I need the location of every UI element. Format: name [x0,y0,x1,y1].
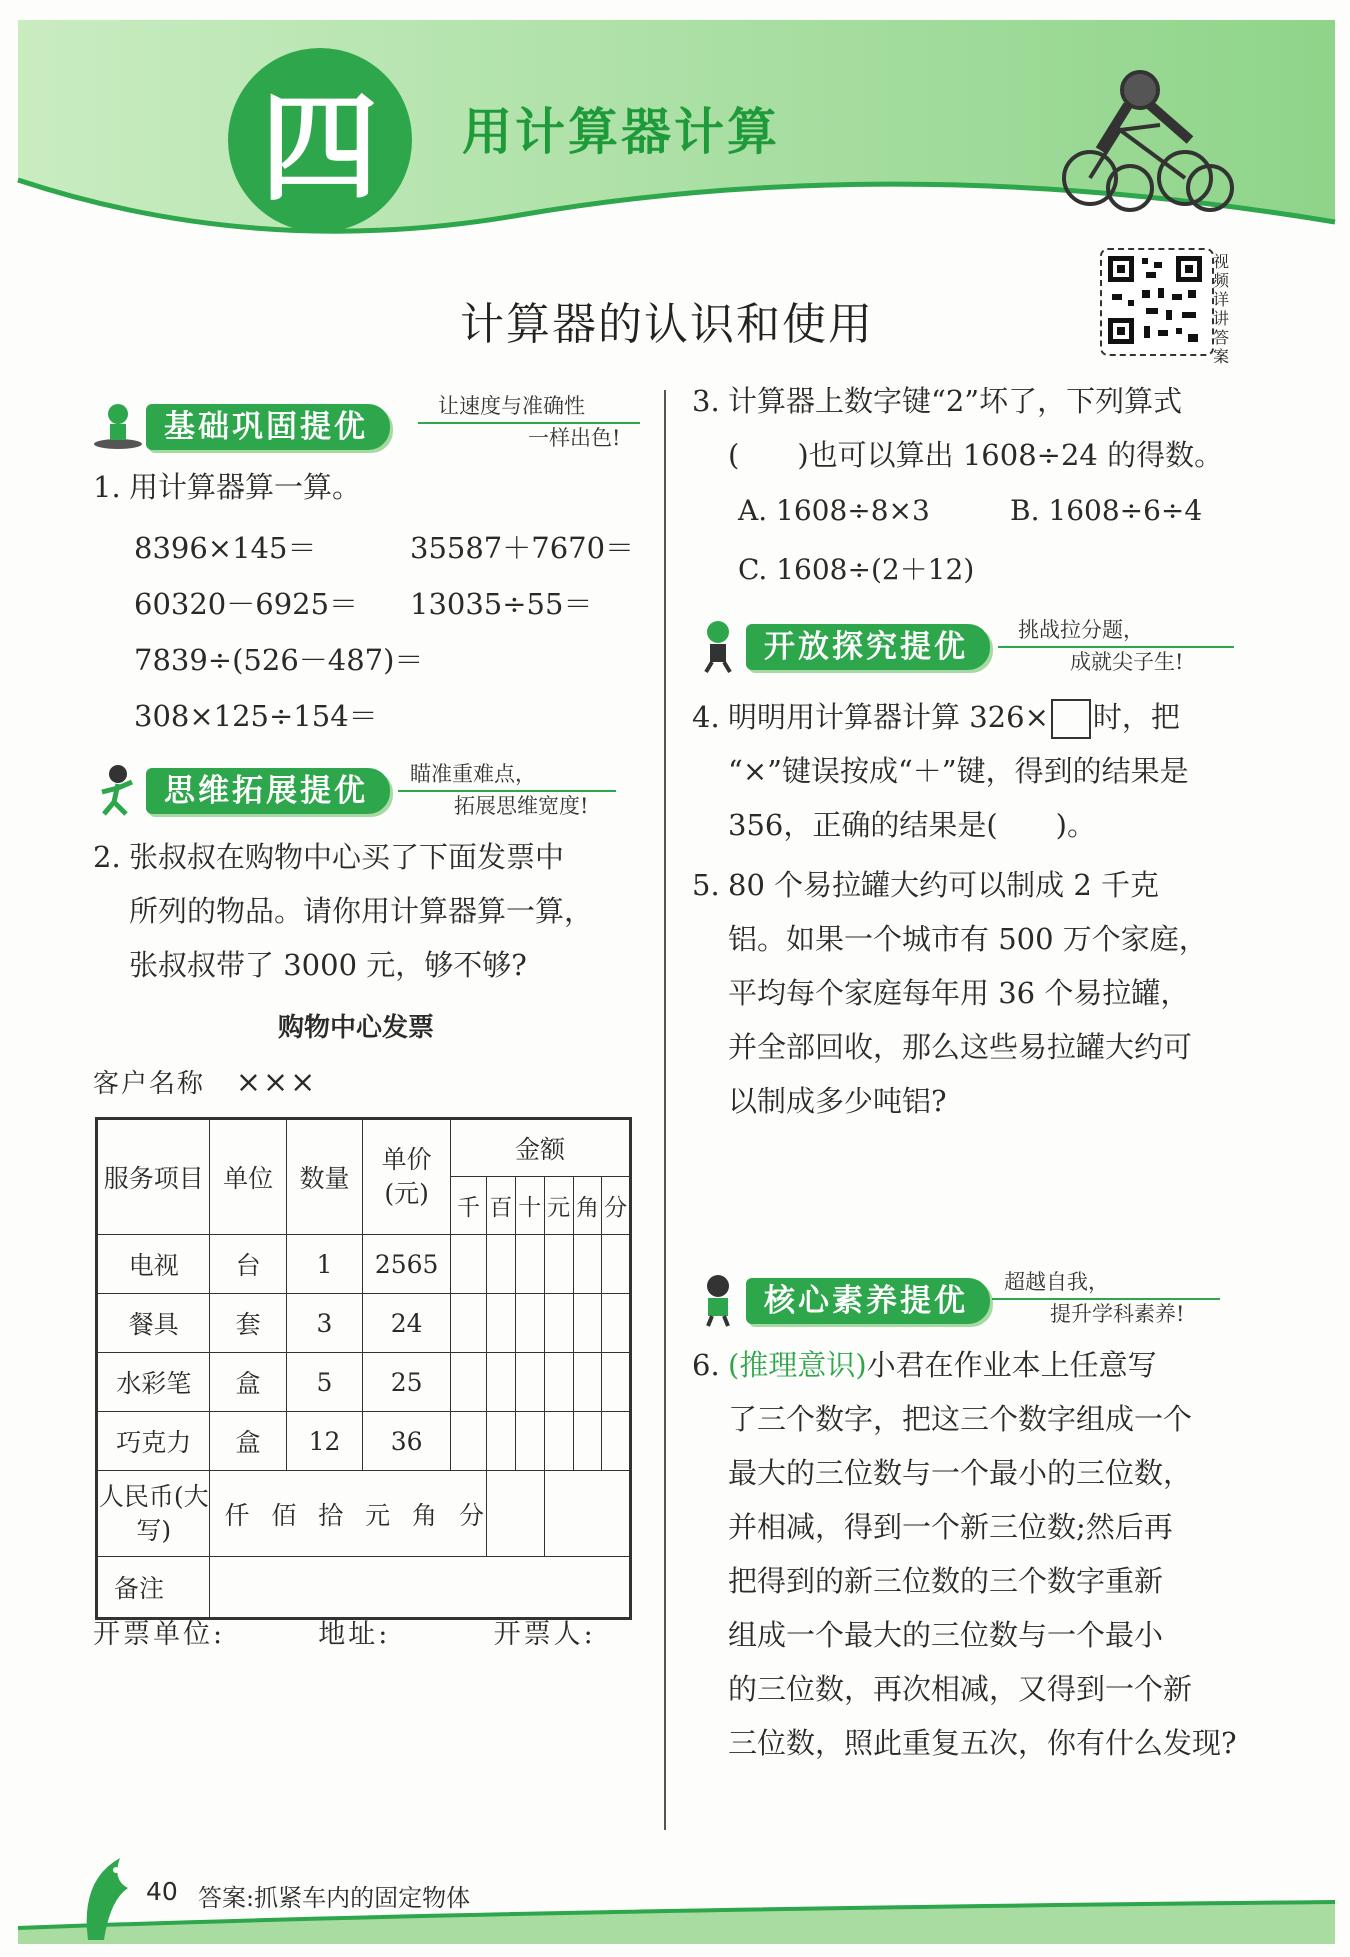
expression: 7839÷(526－487)＝ [134,643,424,677]
amount-cell[interactable] [602,1412,631,1471]
qr-code-icon[interactable] [1100,248,1214,356]
row-item: 餐具 [97,1294,210,1353]
banner-line [998,646,1234,648]
table-row [97,1294,631,1353]
amount-cell[interactable] [573,1412,602,1471]
amount-cell[interactable] [451,1412,487,1471]
section-motto: 成就尖子生! [1070,650,1184,674]
banner-line [418,422,640,424]
question-number: 5. [692,868,720,902]
header-amount: 金额 [451,1119,631,1177]
question-text: 80 个易拉罐大约可以制成 2 千克 [728,868,1160,902]
amount-digit-header: 分 [602,1177,631,1235]
receipt-title: 购物中心发票 [278,1013,435,1043]
amount-digit-header: 元 [544,1177,573,1235]
table-row [97,1235,631,1294]
table-row [97,1353,631,1412]
amount-cell[interactable] [451,1235,487,1294]
question-4 [692,690,1272,852]
lesson-title: 计算器的认识和使用 [460,299,874,350]
banner-line [398,790,616,792]
row-price: 25 [363,1353,451,1412]
question-text: 小君在作业本上任意写 [866,1348,1157,1382]
answer-box[interactable] [1051,699,1091,739]
question-2 [93,830,653,992]
question-text: 组成一个最大的三位数与一个最小 [728,1618,1164,1652]
amount-cell[interactable] [602,1294,631,1353]
row-item: 巧克力 [97,1412,210,1471]
question-text: 铝。如果一个城市有 500 万个家庭， [728,922,1208,956]
option-c[interactable]: C. 1608÷(2＋12) [738,553,975,586]
amount-cell[interactable] [573,1353,602,1412]
amount-cell[interactable] [451,1294,487,1353]
remark-row [97,1557,631,1619]
section-motto: 提升学科素养! [1050,1302,1185,1326]
amount-cell[interactable] [486,1235,515,1294]
question-text: 了三个数字，把这三个数字组成一个 [728,1402,1193,1436]
question-text: 平均每个家庭每年用 36 个易拉罐， [728,976,1190,1010]
customer-line [93,1063,317,1100]
section-motto: 一样出色! [528,426,621,450]
row-unit: 套 [210,1294,286,1353]
expression: 8396×145＝ [134,531,317,565]
amount-cell[interactable] [451,1353,487,1412]
row-price: 36 [363,1412,451,1471]
question-text: 最大的三位数与一个最小的三位数， [728,1456,1193,1490]
expression: 35587＋7670＝ [410,531,635,565]
section-motto: 瞄准重难点， [410,762,536,786]
question-number: 4. [692,700,720,734]
header-unit: 单位 [210,1119,286,1235]
expression: 60320－6925＝ [134,587,359,621]
question-text: 的三位数，再次相减，又得到一个新 [728,1672,1193,1706]
amount-digit-header: 千 [451,1177,487,1235]
row-unit: 台 [210,1235,286,1294]
amount-cell[interactable] [544,1294,573,1353]
footer-answer: 答案:抓紧车内的固定物体 [198,1884,471,1912]
question-1 [93,460,361,514]
question-text: 把得到的新三位数的三个数字重新 [728,1564,1164,1598]
question-number: 2. [93,840,121,874]
question-text: 并全部回收，那么这些易拉罐大约可 [728,1030,1193,1064]
question-hint: (推理意识) [728,1348,867,1382]
mascot-boy-icon [688,618,746,674]
row-unit: 盒 [210,1353,286,1412]
rmb-blank[interactable] [544,1471,630,1557]
option-a[interactable]: A. 1608÷8×3 [738,494,930,527]
question-text: 张叔叔带了 3000 元，够不够? [129,948,527,982]
header-price: 单价(元) [363,1119,451,1235]
row-qty: 3 [286,1294,362,1353]
amount-cell[interactable] [544,1353,573,1412]
mascot-skateboard-icon [88,398,146,454]
customer-label: 客户名称 [93,1069,206,1099]
amount-cell[interactable] [515,1294,544,1353]
address-label: 地址: [318,1619,391,1650]
question-text: ( )也可以算出 1608÷24 的得数。 [728,438,1224,472]
question-text: 张叔叔在购物中心买了下面发票中 [129,840,565,874]
section-label: 核心素养提优 [746,1278,990,1324]
question-text: 三位数，照此重复五次，你有什么发现? [728,1726,1237,1760]
amount-cell[interactable] [602,1353,631,1412]
remark-field[interactable] [210,1557,631,1619]
table-row [97,1412,631,1471]
header-qty: 数量 [286,1119,362,1235]
option-b[interactable]: B. 1608÷6÷4 [1010,494,1203,527]
rmb-units[interactable]: 仟 佰 拾 元 角 分 [210,1471,486,1557]
amount-cell[interactable] [544,1235,573,1294]
section-banner-core [688,1272,1228,1328]
question-6 [692,1338,1272,1770]
question-text: 以制成多少吨铝? [728,1084,947,1118]
question-text: 并相减，得到一个新三位数;然后再 [728,1510,1173,1544]
amount-cell[interactable] [573,1294,602,1353]
customer-value: ××× [235,1065,318,1100]
section-motto: 超越自我， [1004,1270,1109,1294]
question-text: 时，把 [1092,700,1180,734]
row-item: 电视 [97,1235,210,1294]
row-unit: 盒 [210,1412,286,1471]
page-number: 40 [146,1877,178,1906]
remark-label: 备注 [97,1557,210,1619]
section-label: 思维拓展提优 [146,768,390,814]
invoice-table [95,1117,632,1620]
row-item: 水彩笔 [97,1353,210,1412]
amount-digit-header: 十 [515,1177,544,1235]
question-text: “×”键误按成“＋”键，得到的结果是 [728,754,1189,788]
amount-cell[interactable] [544,1412,573,1471]
banner-line [992,1298,1220,1300]
rmb-blank[interactable] [486,1471,544,1557]
section-label: 基础巩固提优 [146,404,390,450]
qr-caption: 视频详讲答案 [1213,252,1230,366]
rmb-label: 人民币(大写) [97,1471,210,1557]
amount-cell[interactable] [573,1235,602,1294]
row-qty: 5 [286,1353,362,1412]
mascot-runner-icon [88,762,146,818]
question-number: 1. [93,470,121,504]
issuer-label: 开票单位: [93,1619,226,1650]
header-item: 服务项目 [97,1119,210,1235]
question-text: 明明用计算器计算 326× [728,700,1049,734]
expression: 308×125÷154＝ [134,699,378,733]
section-motto: 让速度与准确性 [438,394,585,418]
amount-cell[interactable] [602,1235,631,1294]
rmb-row [97,1471,631,1557]
expression: 13035÷55＝ [410,587,593,621]
row-price: 2565 [363,1235,451,1294]
amount-cell[interactable] [515,1235,544,1294]
question-number: 6. [692,1348,720,1382]
question-text: 356，正确的结果是( )。 [728,808,1096,842]
drawer-label: 开票人: [493,1619,596,1650]
amount-cell[interactable] [515,1353,544,1412]
amount-digit-header: 百 [486,1177,515,1235]
section-label: 开放探究提优 [746,624,990,670]
mascot-girl-icon [688,1272,746,1328]
row-qty: 12 [286,1412,362,1471]
section-banner-basic [88,394,658,454]
section-motto: 挑战拉分题， [1018,618,1144,642]
row-qty: 1 [286,1235,362,1294]
section-banner-open [688,618,1248,674]
section-motto: 拓展思维宽度! [454,794,589,818]
column-divider [664,390,666,1830]
amount-cell[interactable] [486,1353,515,1412]
unit-title: 用计算器计算 [462,103,780,161]
invoice-footer [93,1612,596,1651]
amount-cell[interactable] [486,1412,515,1471]
question-3 [692,374,1252,482]
question-text: 所列的物品。请你用计算器算一算， [129,894,594,928]
question-5 [692,858,1272,1128]
section-banner-thinking [88,762,628,818]
question-text: 用计算器算一算。 [129,470,362,504]
amount-cell[interactable] [515,1412,544,1471]
unit-number: 四 [260,79,379,217]
question-number: 3. [692,384,720,418]
row-price: 24 [363,1294,451,1353]
question-text: 计算器上数字键“2”坏了，下列算式 [728,384,1183,418]
amount-digit-header: 角 [573,1177,602,1235]
amount-cell[interactable] [486,1294,515,1353]
